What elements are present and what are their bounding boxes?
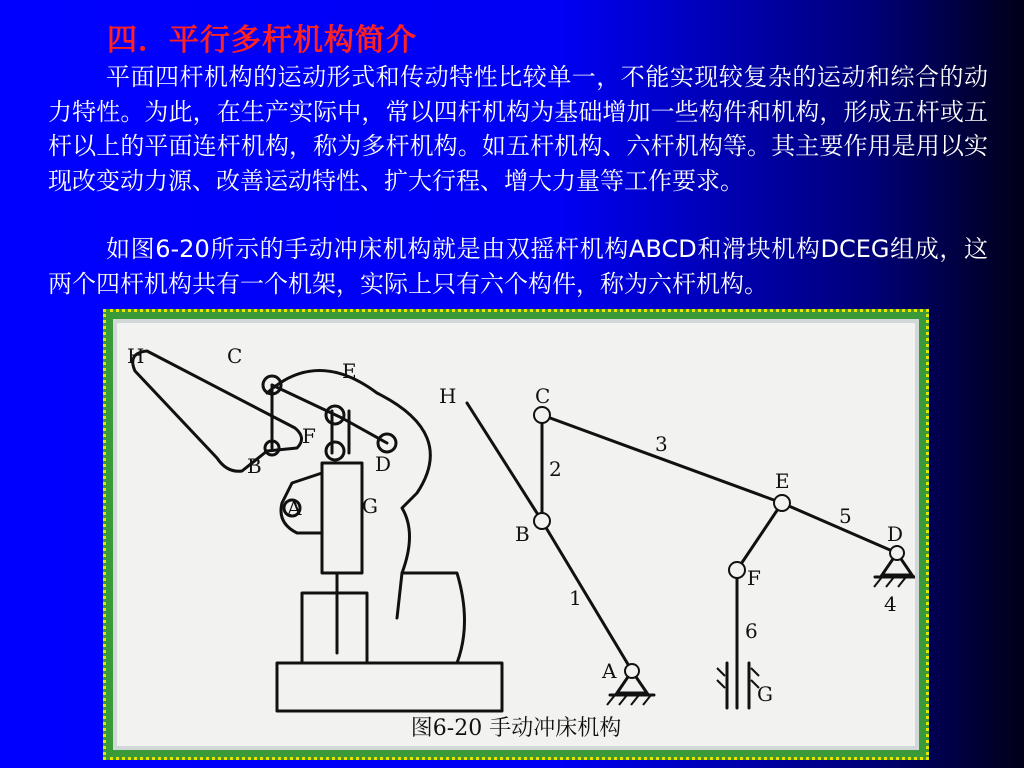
pivot-a [625,664,639,678]
right-label-b: B [515,522,530,546]
link-e-f-schematic [737,503,782,570]
mechanism-drawing [117,323,915,746]
right-label-link-1: 1 [569,586,582,610]
left-label-g: G [362,494,378,518]
ram-guide [322,463,362,573]
paragraph-intro: 平面四杆机构的运动形式和传动特性比较单一，不能实现较复杂的运动和综合的动力特性。为此，在生产实际中，常以四杆机构为基础增加一些构件和机构，形成五杆或五杆以上的平面连杆机构，称为多杆机构。如五杆机构、六杆机构等。其主要作用是用以实现改变动力源、改善运动特性、扩大行程、增大力量等工作要求。 [48,63,988,195]
figure-frame [103,309,929,760]
figure-6-20 [117,323,915,746]
press-frame-curve [267,371,430,619]
pivot-e [774,495,790,511]
press-base [277,663,502,711]
left-label-c: C [227,344,243,368]
right-label-g: G [757,682,773,706]
right-label-a: A [602,659,617,683]
pivot-f [729,562,745,578]
left-label-b: B [247,454,262,478]
right-label-f: F [747,566,761,590]
link-3 [542,415,782,503]
left-label-d: D [375,452,392,476]
right-label-link-2: 2 [549,457,562,481]
figure-caption: 图6-20 手动冲床机构 [410,716,622,741]
link-h-b [467,403,542,521]
pivot-b [534,513,550,529]
pivot-c [534,407,550,423]
left-label-f: F [302,424,316,448]
pivot-d [890,546,904,560]
press-back-support [402,573,465,663]
right-label-e: E [775,469,790,493]
right-label-link-4: 4 [884,592,897,616]
paragraph-figure-description: 如图6-20所示的手动冲床机构就是由双摇杆机构ABCD和滑块机构DCEG组成，这两个四杆机构共有一个机架，实际上只有六个构件，称为六杆机构。 [48,235,988,298]
link-1 [542,521,632,671]
right-label-link-3: 3 [655,432,668,456]
pivot-f-left [326,442,344,460]
right-label-h: H [439,384,457,408]
slide-title: 四．平行多杆机构简介 [107,23,417,58]
right-label-c: C [535,384,551,408]
left-label-e: E [342,359,357,383]
right-label-d: D [887,522,904,546]
figure-border [113,319,919,750]
right-label-link-5: 5 [839,504,852,528]
left-label-h: H [127,344,145,368]
right-label-link-6: 6 [745,619,758,643]
left-label-a: A [287,496,302,520]
workpiece [302,593,367,663]
